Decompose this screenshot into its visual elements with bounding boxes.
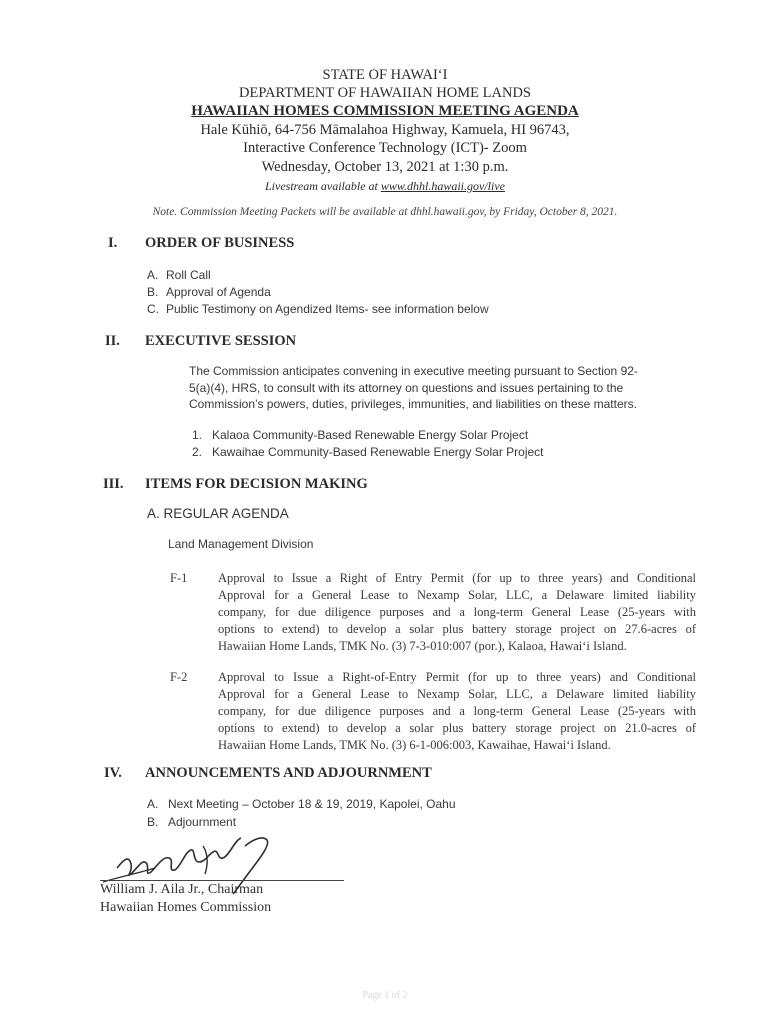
item-f1-marker: F-1 [170,571,188,585]
paragraph-line: Approval to Issue a Right of Entry Permit (for up to three years) and Conditional [218,571,696,585]
list-item-marker: B. [147,815,159,829]
list-item-text: Kawaihae Community-Based Renewable Energy Solar Project [212,445,544,459]
list-item-marker: 2. [192,445,203,459]
section-4-number: IV. [104,765,122,781]
paragraph-line: Approval for a General Lease to Nexamp Solar, LLC, a Delaware limited liability [218,687,696,701]
list-item-marker: B. [147,285,159,299]
section-4-title: ANNOUNCEMENTS AND ADJOURNMENT [145,765,432,781]
paragraph-line: The Commission anticipates convening in executive meeting pursuant to Section 92- [189,364,638,378]
section-2-number: II. [105,333,120,349]
division-label: Land Management Division [168,537,314,551]
regular-agenda-heading: A. REGULAR AGENDA [147,506,289,521]
header-conference: Interactive Conference Technology (ICT)- Zoom [243,140,527,156]
list-item-text: Next Meeting – October 18 & 19, 2019, Kapolei, Oahu [168,797,456,811]
header-department: DEPARTMENT OF HAWAIIAN HOME LANDS [238,85,531,101]
header-date: Wednesday, October 13, 2021 at 1:30 p.m. [261,159,509,175]
list-item-marker: 1. [192,428,203,442]
list-item-text: Public Testimony on Agendized Items- see information below [166,302,489,316]
paragraph-line: Hawaiian Home Lands, TMK No. (3) 7-3-010:007 (por.), Kalaoa, Hawai‘i Island. [218,639,627,653]
item-f2-text [218,669,696,754]
section-1-title: ORDER OF BUSINESS [145,235,295,251]
list-item-text: Kalaoa Community-Based Renewable Energy Solar Project [212,428,529,442]
paragraph-line: Approval to Issue a Right-of-Entry Permit (for up to three years) and Conditional [218,670,696,684]
page-footer: Page 1 of 2 [362,990,408,1001]
list-item-text: Adjournment [168,815,237,829]
section-1-number: I. [108,235,118,251]
item-f2-marker: F-2 [170,670,188,684]
header-address: Hale Kūhiō, 64-756 Māmalahoa Highway, Kamuela, HI 96743, [200,122,570,138]
list-item-marker: A. [147,797,159,811]
header-agenda-title: HAWAIIAN HOMES COMMISSION MEETING AGENDA [191,103,579,119]
header-state: STATE OF HAWAI‘I [322,67,448,83]
paragraph-line: options to extend) to develop a solar plus battery storage project on 27.6-acres of [218,622,696,636]
paragraph-line: Approval for a General Lease to Nexamp Solar, LLC, a Delaware limited liability [218,588,696,602]
section-3-title: ITEMS FOR DECISION MAKING [145,476,368,492]
list-item-marker: A. [147,268,159,282]
signer-name: William J. Aila Jr., Chairman [100,882,264,897]
header-livestream [0,177,770,195]
list-item-marker: C. [147,302,159,316]
packet-note: Note. Commission Meeting Packets will be available at dhhl.hawaii.gov, by Friday, October 8, 2021. [152,206,618,218]
paragraph-line: Hawaiian Home Lands, TMK No. (3) 6-1-006:003, Kawaihae, Hawai‘i Island. [218,738,611,752]
livestream-prefix: Livestream available at [265,179,381,193]
paragraph-line: 5(a)(4), HRS, to consult with its attorney on questions and issues pertaining to the [189,380,624,395]
livestream-link[interactable]: www.dhhl.hawaii.gov/live [380,179,505,193]
list-item-text: Approval of Agenda [166,285,271,299]
list-item-text: Roll Call [166,268,211,282]
paragraph-line: company, for due diligence purposes and a long-term General Lease (25-years with [218,605,696,619]
signer-organization: Hawaiian Homes Commission [100,900,272,915]
item-f1-text [218,570,696,655]
paragraph-line: company, for due diligence purposes and a long-term General Lease (25-years with [218,704,696,718]
paragraph-line: options to extend) to develop a solar plus battery storage project on 21.0-acres of [218,721,696,735]
section-3-number: III. [103,476,124,492]
section-2-title: EXECUTIVE SESSION [145,333,297,349]
paragraph-line: Commission’s powers, duties, privileges, immunities, and liabilities on these matters. [189,397,637,411]
executive-session-paragraph [189,363,667,413]
signature-line [100,880,344,881]
